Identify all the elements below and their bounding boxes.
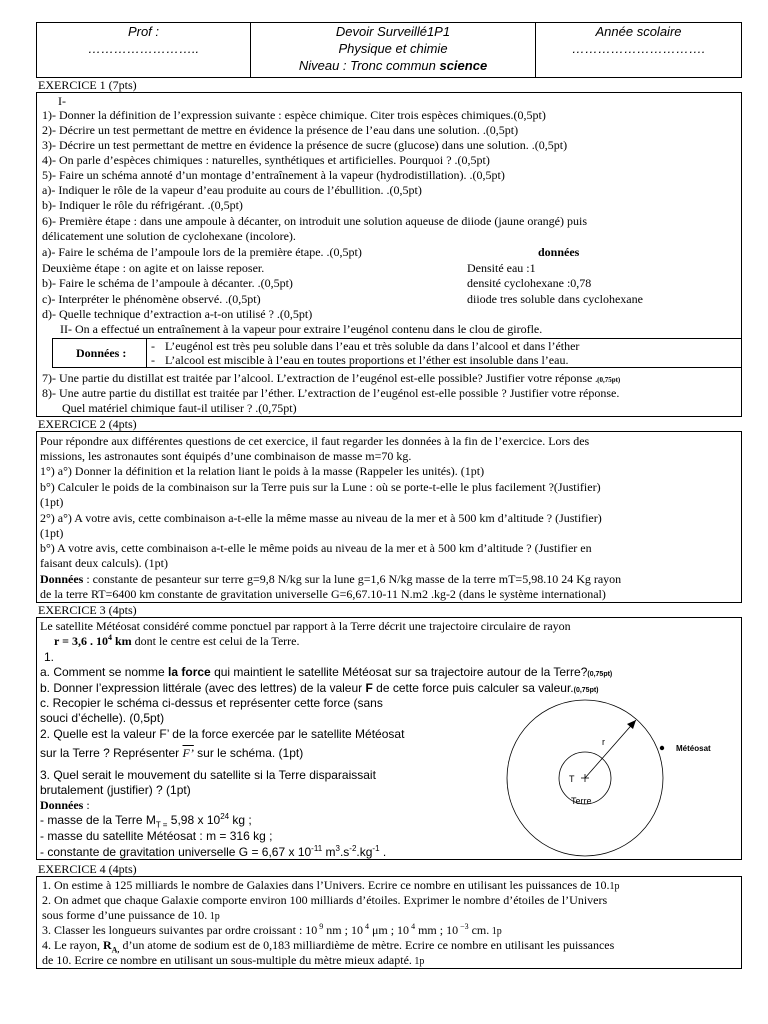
ex3-n1: 1. xyxy=(44,650,55,664)
ex2-line-9: faisant deux calculs). (1pt) xyxy=(40,556,168,570)
ex1-q6: 6)- Première étape : dans une ampoule à décanter, on introduit une solution aqueuse de diiode (jaune orangé) puis xyxy=(42,214,588,228)
ex1-donnee-2: densité cyclohexane :0,78 xyxy=(467,276,592,290)
ex2-line-1: Pour répondre aux différentes questions de cet exercice, il faut regarder les données à la fin de l’exercice. Lors des xyxy=(40,434,590,448)
prof-label: Prof : xyxy=(127,24,160,39)
header-title-cell xyxy=(251,22,536,78)
ex3-title: EXERCICE 3 (4pts) xyxy=(38,603,137,617)
ex3-q3-2: brutalement (justifier) ? (1pt) xyxy=(40,783,191,797)
ex3-qa: a. Comment se nomme la force qui maintient le satellite Météosat sur sa trajectoire autour de la Terre?(0,75pt) xyxy=(40,665,613,679)
ex1-donnees-title: données xyxy=(538,245,580,259)
ex1-q4: 4)- On parle d’espèces chimiques : naturelles, synthétiques et artificielles. Pourquoi ? .(0,5pt) xyxy=(42,153,490,167)
label-r: r xyxy=(602,737,605,747)
ex1-step2: Deuxième étape : on agite et on laisse reposer. xyxy=(42,261,265,275)
ex1-donnee-1: Densité eau :1 xyxy=(467,261,536,275)
year-label: Année scolaire xyxy=(595,24,682,39)
header-prof-cell xyxy=(37,22,251,78)
ex4-l2: 2. On admet que chaque Galaxie comporte environ 100 milliards d’étoiles. Exprimer le nombre d’étoiles de l’Univers xyxy=(42,893,608,907)
ex1-q7: 7)- Une partie du distillat est traitée par l’alcool. L’extraction de l’eugénol est-elle possible? Justifier votre réponse .(0,75pt) xyxy=(42,371,621,385)
ex1-box-line-2: L’alcool est miscible à l’eau en toutes proportions et l’éther est insoluble dans l’eau. xyxy=(165,353,569,367)
ex3-qb: b. Donner l’expression littérale (avec des lettres) de la valeur F de cette force puis calculer sa valeur.(0,75pt) xyxy=(40,681,599,695)
ex1-box-dash-1: - xyxy=(151,339,155,353)
ex3-d1: - masse de la Terre $M_{T =}$ 5,98 x $10^{24}$ kg ; xyxy=(40,812,252,830)
meteosat-dot xyxy=(660,746,664,750)
ex3-radius: r = 3,6 . $10^4$ km dont le centre est celui de la Terre. xyxy=(54,633,300,648)
ex3-qc-2: souci d’échelle). (0,5pt) xyxy=(40,711,165,725)
ex3-donnees-label: Données : xyxy=(40,798,90,812)
ex1-q6c: c)- Interpréter le phénomène observé. .(0,5pt) xyxy=(42,292,261,306)
ex1-q2: 2)- Décrire un test permettant de mettre en évidence la présence de l’eau dans une solution. .(0,5pt) xyxy=(42,123,519,137)
ex4-l3: 3. Classer les longueurs suivantes par ordre croissant : 10 $^9$ nm ; 10 $^4$ μm ; 10 $^4$ mm ; 10 $^{-3}$ cm. 1p xyxy=(42,922,502,937)
prof-dots: …………………….. xyxy=(87,41,200,56)
ex1-q5b: b)- Indiquer le rôle du réfrigérant. .(0,5pt) xyxy=(42,198,243,212)
year-dots: …………………………. xyxy=(571,41,706,56)
ex1-donnees-label: Données : xyxy=(76,346,127,360)
ex4-l2b: sous forme d’une puissance de 10. 1p xyxy=(42,908,220,922)
ex2-title: EXERCICE 2 (4pts) xyxy=(38,417,137,431)
ex1-donnees-divider xyxy=(146,338,147,368)
exam-subject: Physique et chimie xyxy=(338,41,448,56)
ex4-l1: 1. On estime à 125 milliards le nombre de Galaxies dans l’Univers. Ecrire ce nombre en utilisant les puissances de 10.1p xyxy=(42,878,620,892)
label-meteosat: Météosat xyxy=(676,744,711,753)
ex1-q8: 8)- Une autre partie du distillat est traitée par l’éther. L’extraction de l’eugénol est-elle possible ? Justifier votre réponse. xyxy=(42,386,620,400)
ex3-d3: - constante de gravitation universelle G = 6,67 x $10^{-11}$ $m^3.s^{-2}.kg^{-1}$ . xyxy=(40,844,387,859)
ex2-line-7: (1pt) xyxy=(40,526,64,540)
orbit-diagram xyxy=(490,690,740,860)
ex1-q3: 3)- Décrire un test permettant de mettre en évidence la présence de sucre (glucose) dans une solution. .(0,5pt) xyxy=(42,138,568,152)
ex1-q6a: a)- Faire le schéma de l’ampoule lors de la première étape. .(0,5pt) xyxy=(42,245,362,259)
ex1-q5: 5)- Faire un schéma annoté d’un montage d’entraînement à la vapeur (hydrodistillation). .(0,5pt) xyxy=(42,168,505,182)
ex4-l4b: de 10. Ecrire ce nombre en utilisant un sous-multiple du mètre mieux adapté. 1p xyxy=(42,953,425,967)
ex2-line-8: b°) A votre avis, cette combinaison a-t-elle le même poids au niveau de la mer et à 500 km d’altitude ? (Justifier en xyxy=(40,541,592,555)
ex1-part1: I- xyxy=(58,94,66,108)
ex1-donnee-3: diiode tres soluble dans cyclohexane xyxy=(467,292,643,306)
exam-level: Niveau : Tronc commun science xyxy=(298,58,488,73)
ex3-q2-2: sur la Terre ? Représenter F’ sur le schéma. (1pt) xyxy=(40,746,304,760)
ex1-q6-cont: délicatement une solution de cyclohexane (incolore). xyxy=(42,229,296,243)
ex1-q8b: Quel matériel chimique faut-il utiliser ? .(0,75pt) xyxy=(62,401,297,415)
ex3-q3-1: 3. Quel serait le mouvement du satellite si la Terre disparaissait xyxy=(40,768,376,782)
label-terre: Terre xyxy=(571,796,592,806)
ex2-line-6: 2°) a°) A votre avis, cette combinaison a-t-elle la même masse au niveau de la mer et à 500 km d’altitude ? (Justifier) xyxy=(40,511,602,525)
ex1-box-line-1: L’eugénol est très peu soluble dans l’eau et très soluble da dans l’alcool et dans l’éther xyxy=(165,339,580,353)
ex1-q6d: d)- Quelle technique d’extraction a-t-on utilisé ? .(0,5pt) xyxy=(42,307,313,321)
ex1-q1: 1)- Donner la définition de l’expression suivante : espèce chimique. Citer trois espèces chimiques.(0,5pt) xyxy=(42,108,546,122)
ex2-line-3: 1°) a°) Donner la définition et la relation liant le poids à la masse (Rappeler les unités). (1pt) xyxy=(40,464,485,478)
ex2-donnees-2: de la terre RT=6400 km constante de gravitation universelle G=6,67.10-11 N.m2 .kg-2 (dans le système international) xyxy=(40,587,606,601)
ex1-title: EXERCICE 1 (7pts) xyxy=(38,78,137,92)
ex3-intro: Le satellite Météosat considéré comme ponctuel par rapport à la Terre décrit une trajectoire circulaire de rayon xyxy=(40,619,571,633)
header-year-cell xyxy=(536,22,741,78)
ex1-box-dash-2: - xyxy=(151,353,155,367)
ex3-d2: - masse du satellite Météosat : m = 316 kg ; xyxy=(40,829,273,843)
ex4-l4: 4. Le rayon, $R_{A,}$ d’un atome de sodium est de 0,183 milliardième de mètre. Ecrire ce nombre en utilisant les puissances xyxy=(42,938,615,955)
radius-arrow xyxy=(585,720,636,778)
ex1-q6b: b)- Faire le schéma de l’ampoule à décanter. .(0,5pt) xyxy=(42,276,293,290)
ex3-q2-1: 2. Quelle est la valeur F’ de la force exercée par le satellite Météosat xyxy=(40,727,405,741)
ex3-qc-1: c. Recopier le schéma ci-dessus et représenter cette force (sans xyxy=(40,696,383,710)
ex2-line-2: missions, les astronautes sont équipés d’une combinaison de masse m=70 kg. xyxy=(40,449,412,463)
ex1-q5a: a)- Indiquer le rôle de la vapeur d’eau produite au cours de l’ébullition. .(0,5pt) xyxy=(42,183,422,197)
label-T: T xyxy=(569,774,575,784)
radius-arrowhead xyxy=(627,720,636,729)
ex1-part2: II- On a effectué un entraînement à la vapeur pour extraire l’eugénol contenu dans le clou de girofle. xyxy=(60,322,543,336)
exam-title: Devoir Surveillé1P1 xyxy=(335,24,451,39)
ex2-donnees-1: Données : constante de pesanteur sur terre g=9,8 N/kg sur la lune g=1,6 N/kg masse de la terre mT=5,98.10 24 Kg rayon xyxy=(40,572,622,586)
ex4-title: EXERCICE 4 (4pts) xyxy=(38,862,137,876)
ex2-line-5: (1pt) xyxy=(40,495,64,509)
ex2-line-4: b°) Calculer le poids de la combinaison sur la Terre puis sur la Lune : où se porte-t-elle le plus facilement ?(Justifier) xyxy=(40,480,601,494)
